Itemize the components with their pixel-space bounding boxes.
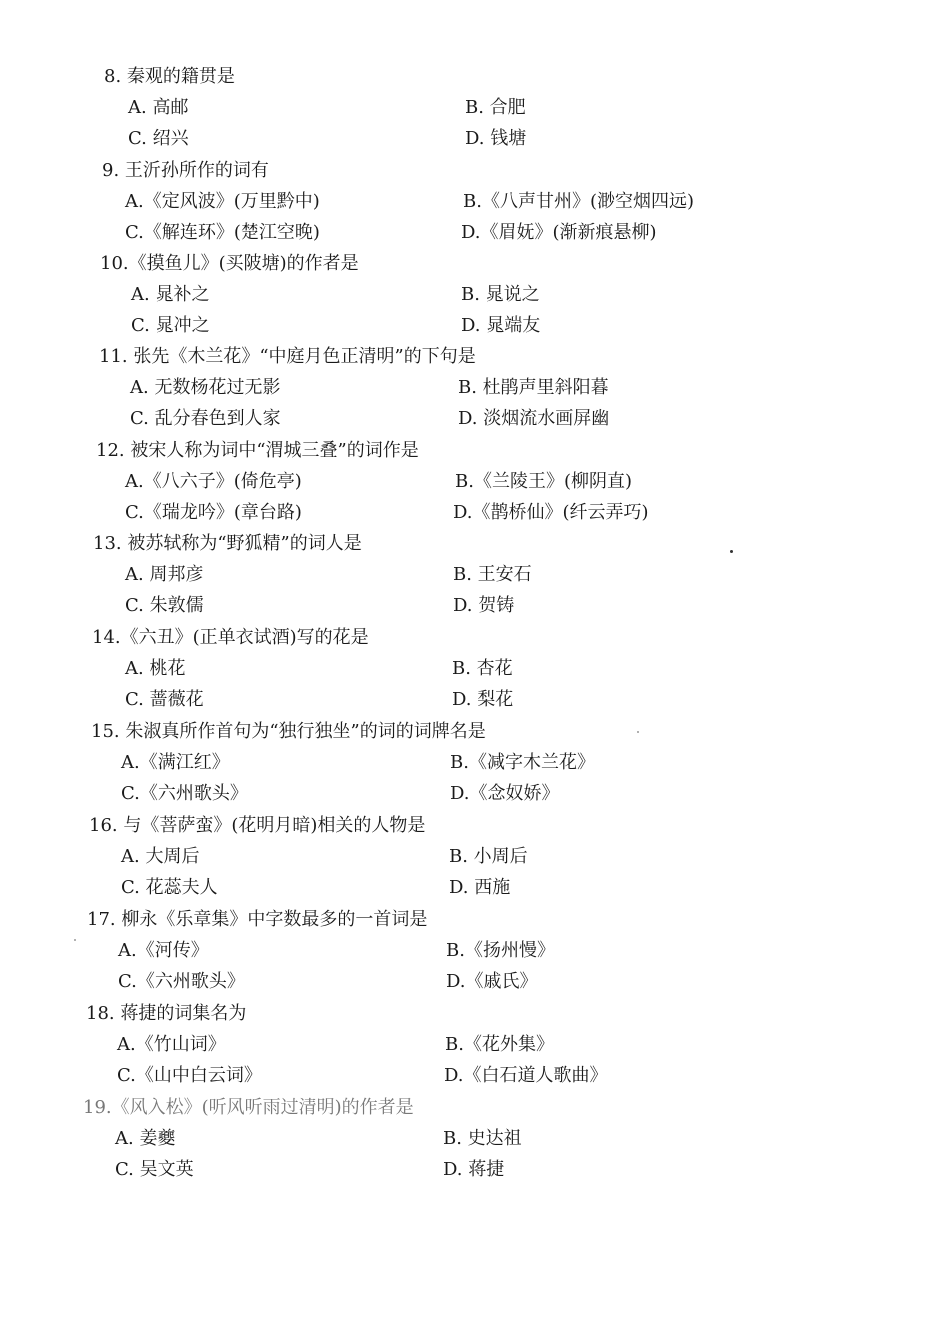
- option-b: B.《花外集》: [445, 1034, 554, 1055]
- option-d: D.《白石道人歌曲》: [444, 1065, 608, 1086]
- question-stem: 12. 被宋人称为词中“渭城三叠”的词作是: [96, 440, 419, 461]
- scan-speck: [730, 550, 733, 553]
- option-a: A. 无数杨花过无影: [130, 377, 281, 398]
- option-a: A. 高邮: [128, 97, 189, 118]
- question-11: [0, 346, 950, 440]
- question-stem: 8. 秦观的籍贯是: [104, 66, 235, 87]
- option-c: C.《瑞龙吟》(章台路): [125, 502, 302, 523]
- question-stem: 15. 朱淑真所作首句为“独行独坐”的词的词牌名是: [91, 721, 486, 742]
- option-d: D. 贺铸: [453, 595, 515, 616]
- option-d: D. 晁端友: [461, 315, 541, 336]
- option-b: B. 杏花: [452, 658, 513, 679]
- question-12: [0, 440, 950, 534]
- option-a: A.《八六子》(倚危亭): [125, 471, 302, 492]
- option-d: D.《眉妩》(渐新痕悬柳): [461, 222, 657, 243]
- option-a: A. 桃花: [125, 658, 186, 679]
- option-d: D.《鹊桥仙》(纤云弄巧): [453, 502, 649, 523]
- question-stem: 19.《风入松》(听风听雨过清明)的作者是: [83, 1097, 414, 1118]
- question-stem: 10.《摸鱼儿》(买陂塘)的作者是: [100, 253, 359, 274]
- question-16: [0, 815, 950, 909]
- option-d: D.《戚氏》: [446, 971, 538, 992]
- question-stem: 17. 柳永《乐章集》中字数最多的一首词是: [87, 909, 428, 930]
- option-b: B.《扬州慢》: [446, 940, 555, 961]
- option-b: B. 王安石: [453, 564, 532, 585]
- question-stem: 9. 王沂孙所作的词有: [102, 160, 269, 181]
- scan-speck: [74, 939, 76, 941]
- option-c: C.《六州歌头》: [118, 971, 245, 992]
- question-15: [0, 721, 950, 815]
- question-19: [0, 1097, 950, 1191]
- option-b: B. 杜鹃声里斜阳暮: [458, 377, 609, 398]
- option-c: C. 蔷薇花: [125, 689, 204, 710]
- scan-speck: [637, 731, 639, 733]
- option-d: D. 蒋捷: [443, 1159, 505, 1180]
- question-10: [0, 253, 950, 347]
- option-d: D. 西施: [449, 877, 511, 898]
- option-c: C.《六州歌头》: [121, 783, 248, 804]
- question-13: [0, 533, 950, 627]
- option-d: D. 梨花: [452, 689, 514, 710]
- option-c: C. 花蕊夫人: [121, 877, 218, 898]
- option-c: C. 晁冲之: [131, 315, 210, 336]
- option-c: C. 乱分春色到人家: [130, 408, 281, 429]
- question-stem: 16. 与《菩萨蛮》(花明月暗)相关的人物是: [89, 815, 426, 836]
- option-d: D. 钱塘: [465, 128, 527, 149]
- option-d: D. 淡烟流水画屏幽: [458, 408, 610, 429]
- option-b: B.《兰陵王》(柳阴直): [455, 471, 632, 492]
- option-b: B. 合肥: [465, 97, 526, 118]
- question-stem: 18. 蒋捷的词集名为: [86, 1003, 247, 1024]
- question-9: [0, 160, 950, 254]
- question-14: [0, 627, 950, 721]
- option-b: B. 晁说之: [461, 284, 540, 305]
- option-a: A.《竹山词》: [117, 1034, 226, 1055]
- option-c: C.《山中白云词》: [117, 1065, 262, 1086]
- option-a: A.《河传》: [118, 940, 209, 961]
- option-a: A.《满江红》: [121, 752, 230, 773]
- option-c: C. 朱敦儒: [125, 595, 204, 616]
- option-a: A. 大周后: [121, 846, 200, 867]
- option-b: B. 小周后: [449, 846, 528, 867]
- question-stem: 13. 被苏轼称为“野狐精”的词人是: [93, 533, 362, 554]
- question-stem: 11. 张先《木兰花》“中庭月色正清明”的下句是: [99, 346, 476, 367]
- option-d: D.《念奴娇》: [450, 783, 560, 804]
- option-b: B.《八声甘州》(渺空烟四远): [463, 191, 694, 212]
- question-17: [0, 909, 950, 1003]
- option-a: A. 周邦彦: [125, 564, 204, 585]
- option-b: B.《减字木兰花》: [450, 752, 595, 773]
- option-a: A. 晁补之: [131, 284, 210, 305]
- option-a: A.《定风波》(万里黔中): [125, 191, 320, 212]
- option-b: B. 史达祖: [443, 1128, 522, 1149]
- option-c: C.《解连环》(楚江空晚): [125, 222, 320, 243]
- question-18: [0, 1003, 950, 1097]
- question-8: [0, 66, 950, 160]
- question-stem: 14.《六丑》(正单衣试酒)写的花是: [92, 627, 369, 648]
- option-a: A. 姜夔: [115, 1128, 176, 1149]
- option-c: C. 吴文英: [115, 1159, 194, 1180]
- option-c: C. 绍兴: [128, 128, 189, 149]
